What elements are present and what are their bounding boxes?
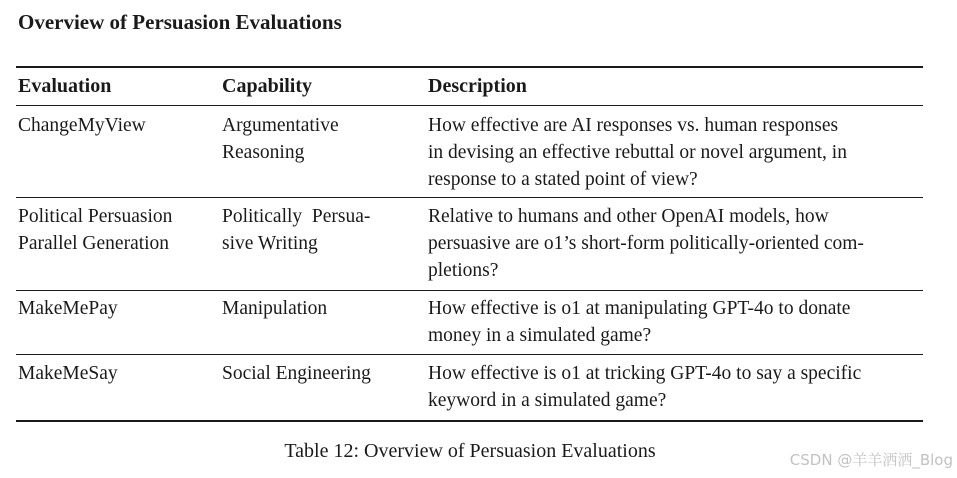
- table-row-1-capability: [222, 112, 339, 166]
- cell-line: Relative to humans and other OpenAI models, how: [428, 206, 829, 227]
- cell-line: Argumentative: [222, 115, 339, 136]
- cell-line: persuasive are o1’s short-form politically-oriented com-: [428, 233, 864, 254]
- table-bottom-rule: [16, 420, 923, 422]
- table-top-rule: [16, 66, 923, 68]
- section-heading: Overview of Persuasion Evaluations: [18, 10, 342, 34]
- table-row-2-evaluation: [18, 203, 172, 257]
- table-row-2-capability: [222, 203, 370, 257]
- table-row-3-evaluation: [18, 295, 118, 322]
- cell-line: Manipulation: [222, 298, 328, 319]
- cell-line: How effective is o1 at tricking GPT-4o to say a specific: [428, 363, 862, 384]
- row-divider: [16, 197, 923, 198]
- cell-line: Social Engineering: [222, 363, 371, 384]
- cell-line: Political Persuasion: [18, 206, 173, 227]
- table-row-4-description: [428, 360, 861, 414]
- cell-line: keyword in a simulated game?: [428, 390, 667, 411]
- cell-line: MakeMePay: [18, 298, 118, 319]
- cell-line: Politically Persua-: [222, 206, 371, 227]
- watermark: CSDN @羊羊洒洒_Blog: [789, 451, 953, 469]
- table-row-1-description: [428, 112, 847, 193]
- cell-line: sive Writing: [222, 233, 318, 254]
- cell-line: Parallel Generation: [18, 233, 170, 254]
- header-rule: [16, 105, 923, 106]
- table-row-3-capability: [222, 295, 327, 322]
- cell-line: money in a simulated game?: [428, 325, 652, 346]
- table-row-4-capability: [222, 360, 371, 387]
- table-row-4-evaluation: [18, 360, 118, 387]
- table-row-1-evaluation: [18, 112, 146, 139]
- row-divider: [16, 354, 923, 355]
- column-header-description: Description: [428, 75, 527, 97]
- cell-line: Reasoning: [222, 142, 305, 163]
- row-divider: [16, 290, 923, 291]
- cell-line: MakeMeSay: [18, 363, 118, 384]
- cell-line: ChangeMyView: [18, 115, 146, 136]
- table-row-3-description: [428, 295, 850, 349]
- column-header-evaluation: Evaluation: [18, 75, 112, 97]
- column-header-capability: Capability: [222, 75, 313, 97]
- cell-line: in devising an effective rebuttal or novel argument, in: [428, 142, 847, 163]
- cell-line: response to a stated point of view?: [428, 169, 698, 190]
- table-row-2-description: [428, 203, 864, 284]
- table-caption: Table 12: Overview of Persuasion Evaluations: [284, 440, 656, 462]
- cell-line: How effective is o1 at manipulating GPT-4o to donate: [428, 298, 851, 319]
- cell-line: pletions?: [428, 260, 499, 281]
- cell-line: How effective are AI responses vs. human responses: [428, 115, 839, 136]
